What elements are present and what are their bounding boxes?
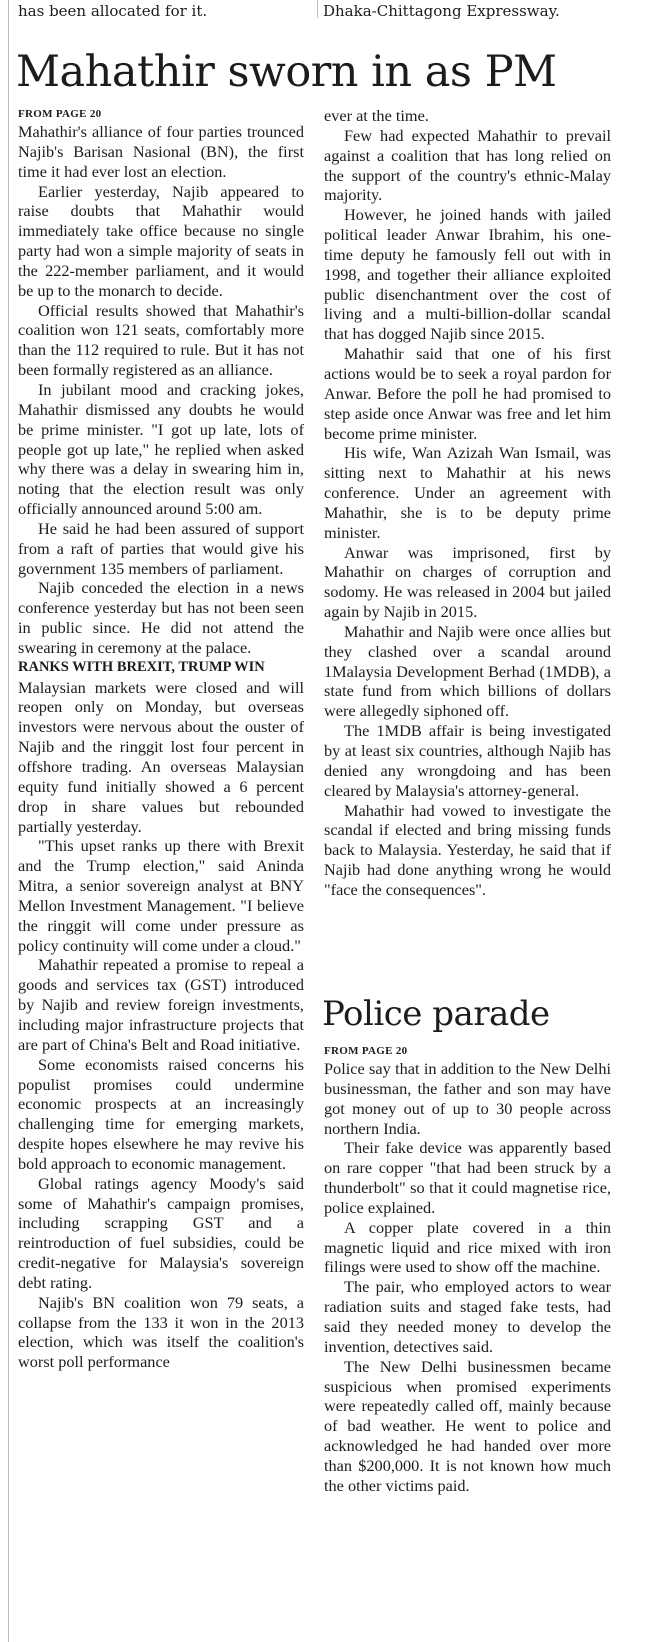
article-2-column <box>324 1043 611 1496</box>
body-paragraph: Najib's BN coalition won 79 seats, a collapse from the 133 it won in the 2013 election, which was itself the coalition's worst poll performance <box>18 1292 304 1372</box>
body-paragraph: However, he joined hands with jailed political leader Anwar Ibrahim, his one-time deputy he famously fell out with in 1998, and together their alliance exploited public disenchantment over the cost of living and a multi-billion-dollar scandal that has dogged Najib since 2015. <box>324 205 611 344</box>
previous-article-fragment-right: Dhaka-Chittagong Expressway. <box>323 2 560 20</box>
jump-line: FROM PAGE 20 <box>324 1045 408 1057</box>
body-paragraph: Malaysian markets were closed and will reopen only on Monday, but overseas investors were nervous about the ouster of Najib and the ringgit lost four percent in offshore trading. An overseas Malaysian equity fund initially showed a 6 percent drop in share values but rebounded partially yesterday. <box>18 677 304 836</box>
article-1-left-column <box>18 106 304 1372</box>
body-paragraph: Anwar was imprisoned, first by Mahathir on charges of corruption and sodomy. He was released in 2004 but jailed again by Najib in 2015. <box>324 542 611 622</box>
body-paragraph: Official results showed that Mahathir's coalition won 121 seats, comfortably more than the 112 required to rule. But it has not been formally registered as an alliance. <box>18 300 304 380</box>
body-paragraph: Their fake device was apparently based on rare copper "that had been struck by a thunderbolt" so that it could magnetise rice, police explained. <box>324 1138 611 1217</box>
headline-police-parade: Police parade <box>322 994 550 1034</box>
previous-article-fragment-left: has been allocated for it. <box>18 2 208 20</box>
body-paragraph: Some economists raised concerns his populist promises could undermine economic prospects at an increasingly challenging time for emerging markets, despite hopes elsewhere he may revive his bold approach to economic management. <box>18 1054 304 1173</box>
body-paragraph: Few had expected Mahathir to prevail against a coalition that has long relied on the support of the country's ethnic-Malay majority. <box>324 125 611 205</box>
body-paragraph: The New Delhi businessmen became suspicious when promised experiments were repeatedly called off, mainly because of bad weather. He went to police and acknowledged he had handed over more than $200,000. It is not known how much the other victims paid. <box>324 1356 611 1495</box>
body-paragraph: Earlier yesterday, Najib appeared to raise doubts that Mahathir would immediately take office because no single party had won a simple majority of seats in the 222-member parliament, and it would be up to the monarch to decide. <box>18 181 304 300</box>
body-paragraph: Mahathir's alliance of four parties trounced Najib's Barisan Nasional (BN), the first time it had ever lost an election. <box>18 122 304 181</box>
body-paragraph: Mahathir said that one of his first actions would be to seek a royal pardon for Anwar. Before the poll he had promised to step aside once Anwar was free and let him become prime minister. <box>324 344 611 443</box>
column-divider <box>317 0 318 18</box>
body-paragraph: Mahathir repeated a promise to repeal a goods and services tax (GST) introduced by Najib and review foreign investments, including major infrastructure projects that are part of China's Belt and Road initiative. <box>18 955 304 1054</box>
page-edge-rule <box>8 0 9 1642</box>
jump-line: FROM PAGE 20 <box>18 108 102 120</box>
subhead: RANKS WITH BREXIT, TRUMP WIN <box>18 658 265 675</box>
headline-mahathir: Mahathir sworn in as PM <box>16 47 557 97</box>
body-paragraph: Global ratings agency Moody's said some of Mahathir's campaign promises, including scrapping GST and a reintroduction of fuel subsidies, could be credit-negative for Malaysia's sovereign debt rating. <box>18 1173 304 1292</box>
article-1-right-column <box>324 106 611 900</box>
body-paragraph: Mahathir had vowed to investigate the scandal if elected and bring missing funds back to Malaysia. Yesterday, he said that if Najib had done anything wrong he would "face the consequences". <box>324 800 611 899</box>
body-paragraph: "This upset ranks up there with Brexit and the Trump election," said Aninda Mitra, a senior sovereign analyst at BNY Mellon Investment Management. "I believe the ringgit will come under pressure as policy continuity will come under a cloud." <box>18 836 304 955</box>
body-paragraph: The 1MDB affair is being investigated by at least six countries, although Najib has denied any wrongdoing and has been cleared by Malaysia's attorney-general. <box>324 721 611 800</box>
body-paragraph: In jubilant mood and cracking jokes, Mahathir dismissed any doubts he would be prime minister. "I got up late, lots of people got up late," he replied when asked why there was a delay in swearing him in, noting that the election result was only officially announced around 5:00 am. <box>18 379 304 519</box>
body-paragraph: Mahathir and Najib were once allies but they clashed over a scandal around 1Malaysia Development Berhad (1MDB), a state fund from which billions of dollars were allegedly siphoned off. <box>324 621 611 721</box>
body-paragraph: Najib conceded the election in a news conference yesterday but has not been seen in public since. He did not attend the swearing in ceremony at the palace. <box>18 578 304 657</box>
body-paragraph: ever at the time. <box>324 106 429 125</box>
body-paragraph: Police say that in addition to the New Delhi businessman, the father and son may have got money out of up to 30 people across northern India. <box>324 1059 611 1138</box>
body-paragraph: The pair, who employed actors to wear radiation suits and staged fake tests, had said they needed money to develop the invention, detectives said. <box>324 1277 611 1356</box>
body-paragraph: He said he had been assured of support from a raft of parties that would give his government 135 members of parliament. <box>18 518 304 578</box>
body-paragraph: A copper plate covered in a thin magnetic liquid and rice mixed with iron filings were used to show off the machine. <box>324 1217 611 1277</box>
body-paragraph: His wife, Wan Azizah Wan Ismail, was sitting next to Mahathir at his news conference. Under an agreement with Mahathir, she is to be deputy prime minister. <box>324 443 611 542</box>
